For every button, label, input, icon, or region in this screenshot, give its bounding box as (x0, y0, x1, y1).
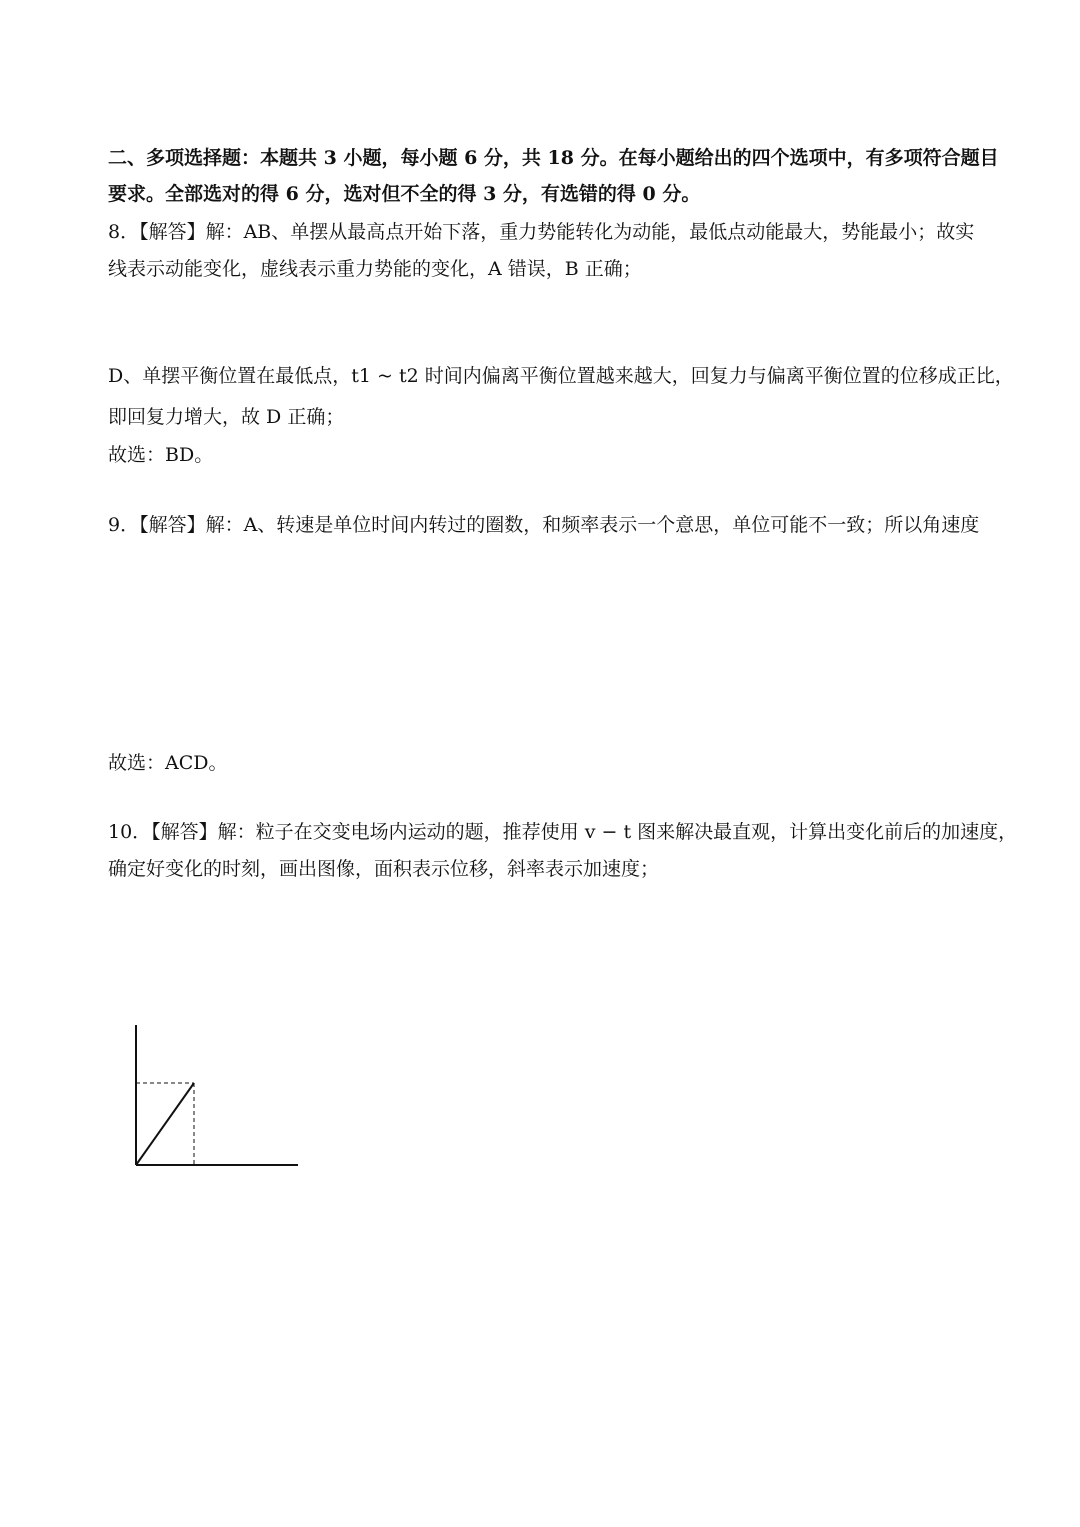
vt-graph (108, 1015, 308, 1195)
q10-line2: 确定好变化的时刻，画出图像，面积表示位移，斜率表示加速度； (108, 858, 660, 880)
q8-line2: 线表示动能变化，虚线表示重力势能的变化，A 错误，B 正确； (108, 258, 642, 280)
q9-ans: 故选：ACD。 (108, 752, 228, 774)
q8-d2: 即回复力增大，故 D 正确； (108, 406, 345, 428)
section-heading-2: 要求。全部选对的得 6 分，选对但不全的得 3 分，有选错的得 0 分。 (108, 183, 701, 205)
q8-ans: 故选：BD。 (108, 444, 214, 466)
q8-line1: 8．【解答】解：AB、单摆从最高点开始下落，重力势能转化为动能，最低点动能最大，势能最小；故实 (108, 221, 975, 243)
q8-d: D、单摆平衡位置在最低点，t1 ~ t2 时间内偏离平衡位置越来越大，回复力与偏离平衡位置的位移成正比， (108, 365, 1014, 387)
q10-line1: 10．【解答】解：粒子在交变电场内运动的题，推荐使用 v − t 图来解决最直观，计算出变化前后的加速度， (108, 821, 1018, 843)
q9-line1: 9．【解答】解：A、转速是单位时间内转过的圈数，和频率表示一个意思，单位可能不一致；所以角速度 (108, 514, 980, 536)
section-heading: 二、多项选择题：本题共 3 小题，每小题 6 分，共 18 分。在每小题给出的四个选项中，有多项符合题目 (108, 147, 999, 169)
